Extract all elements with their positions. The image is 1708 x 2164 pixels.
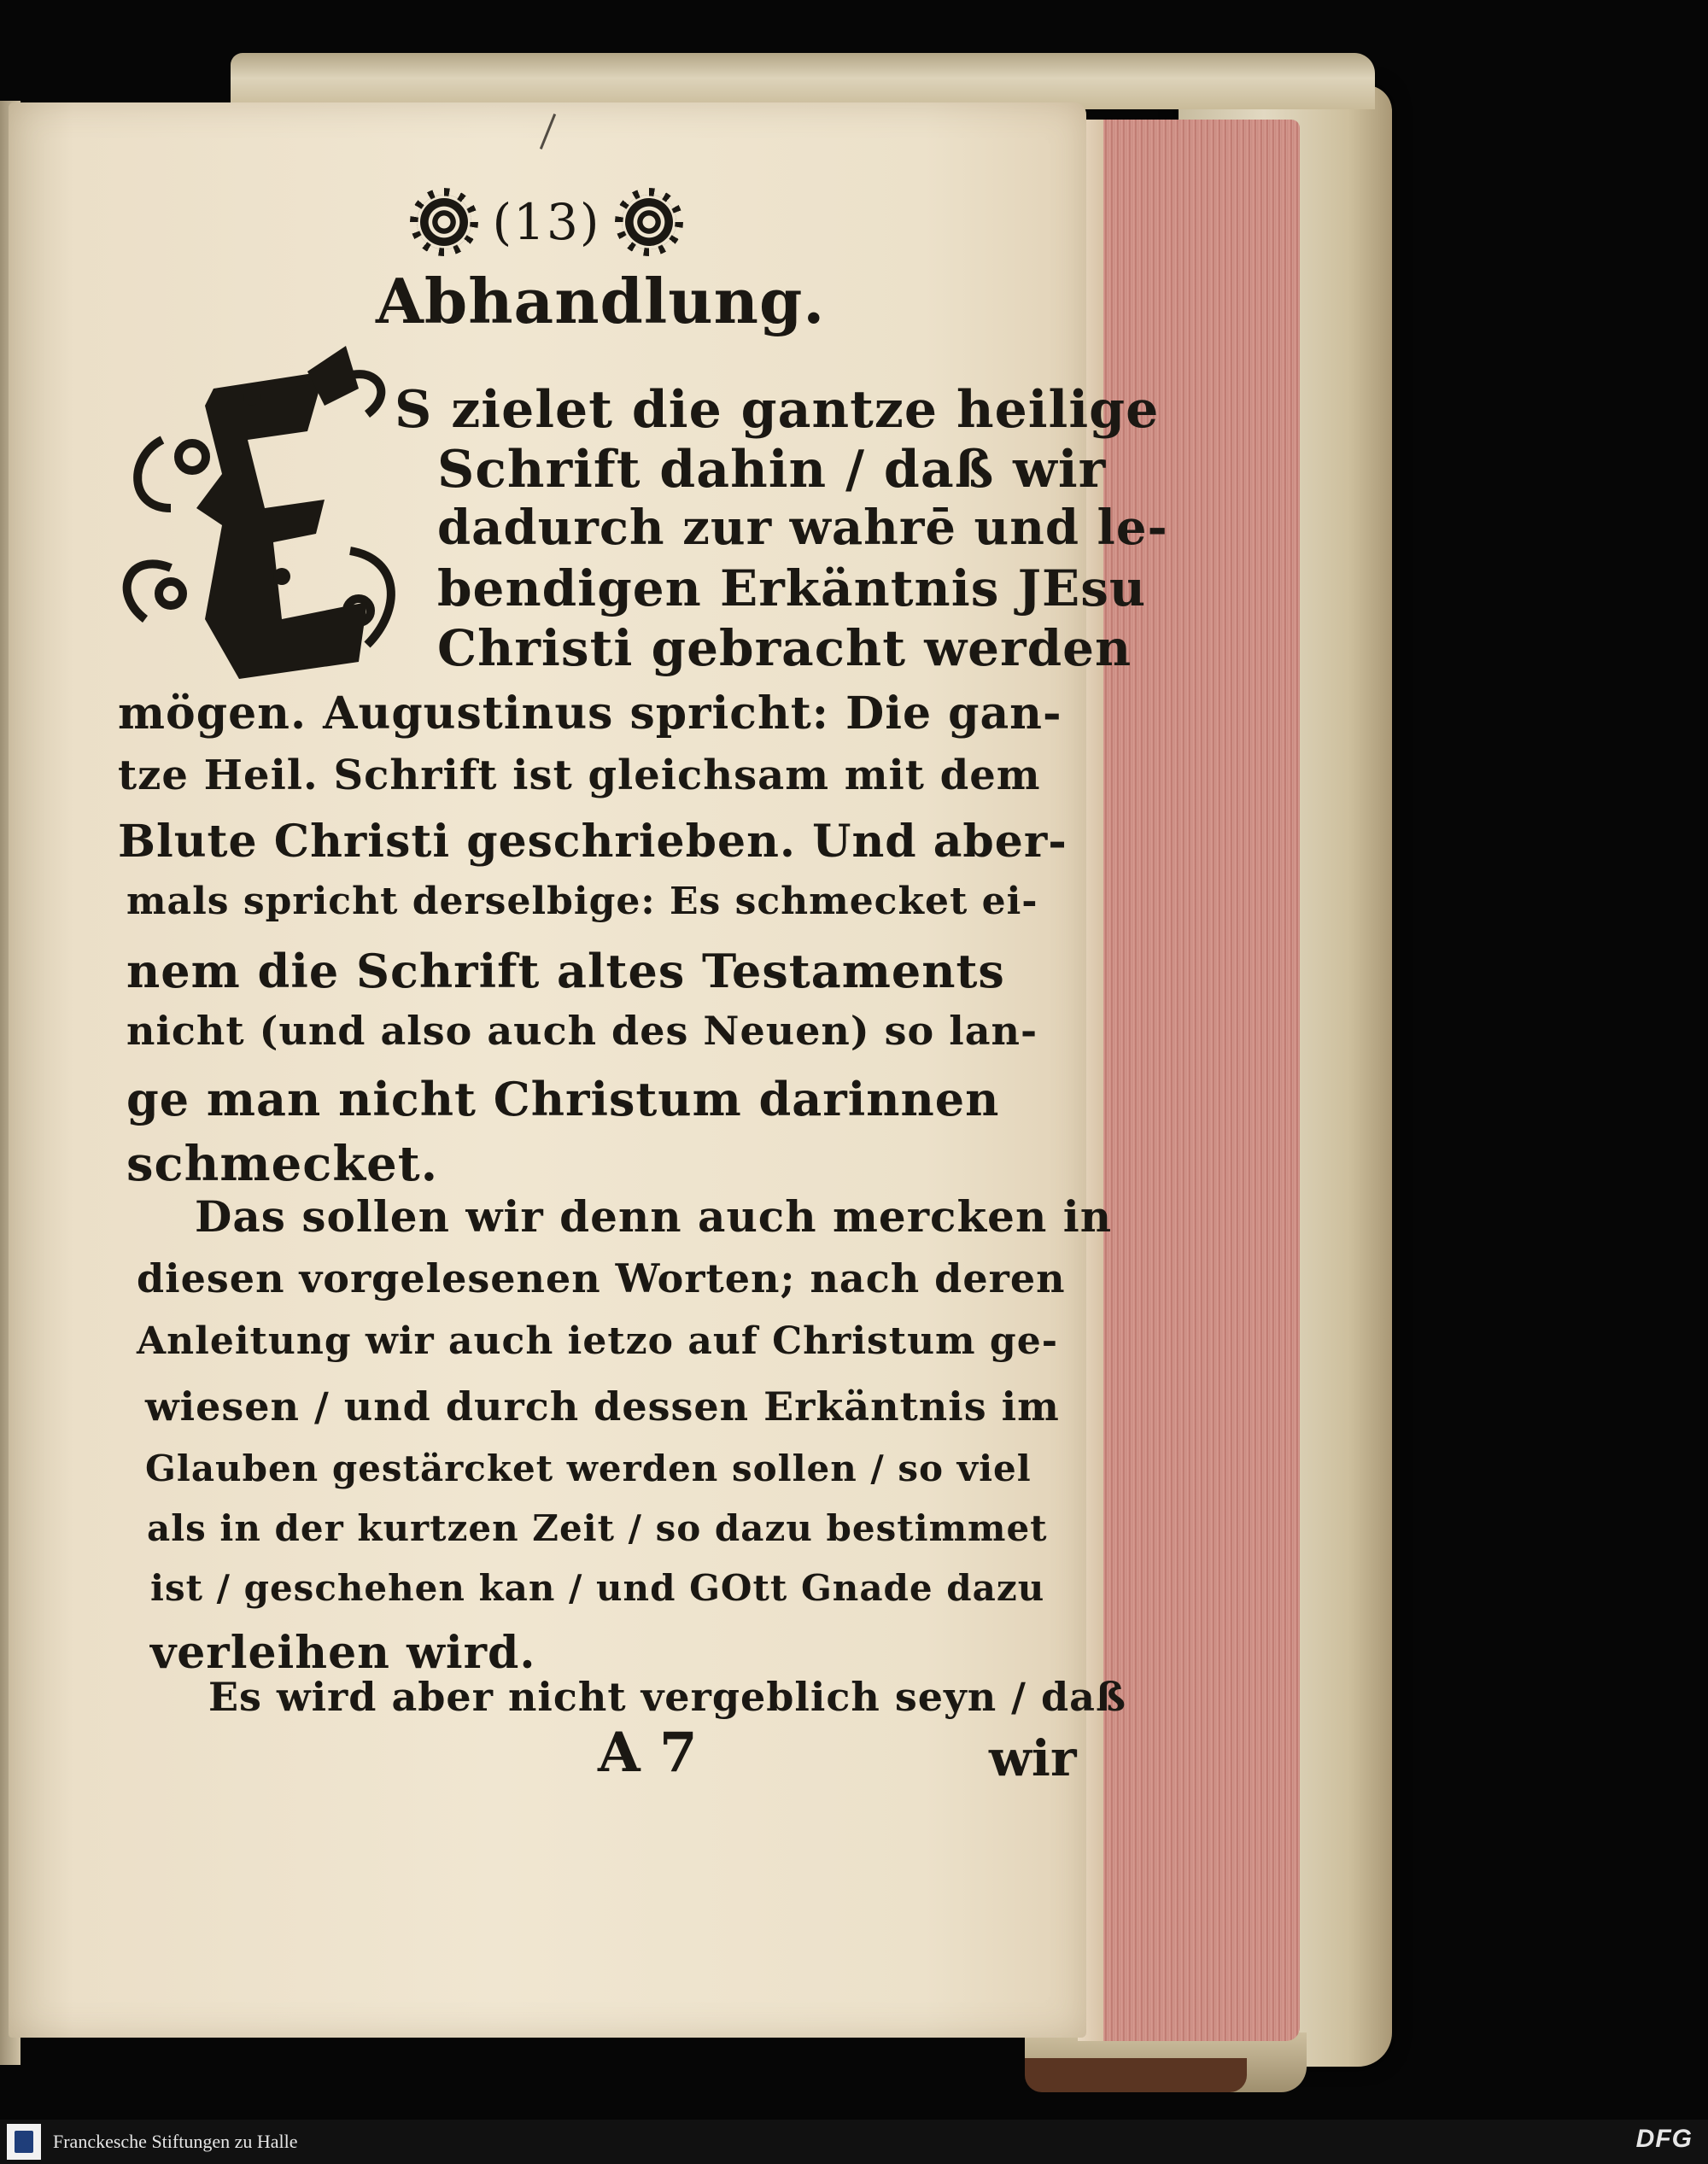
text-line: mögen. Augustinus spricht: Die gan- <box>118 687 1062 740</box>
page-number: (13) <box>492 193 601 251</box>
text-line: dadurch zur wahrē und le- <box>437 500 1168 556</box>
text-line: Glauben gestärcket werden sollen / so viel <box>145 1448 1032 1489</box>
signature-mark: A 7 <box>598 1721 698 1785</box>
text-line: als in der kurtzen Zeit / so dazu bestimmet <box>147 1507 1048 1549</box>
drop-initial-graphic <box>111 337 418 696</box>
text-line: wiesen / und durch dessen Erkäntnis im <box>145 1383 1060 1430</box>
text-line: Schrift dahin / daß wir <box>437 440 1107 500</box>
ornament-icon <box>417 195 471 249</box>
text-line: Es wird aber nicht vergeblich seyn / daß <box>208 1674 1126 1720</box>
section-title: Abhandlung. <box>376 265 826 337</box>
text-line: nem die Schrift altes Testaments <box>126 944 1005 998</box>
text-line: Das sollen wir denn auch mercken in <box>195 1191 1113 1242</box>
page-header <box>393 188 700 256</box>
text-line: schmecket. <box>126 1136 439 1192</box>
text-line: S zielet die gantze heilige <box>395 380 1160 440</box>
ornament-icon <box>622 195 676 249</box>
cover-bottom-shadow <box>1025 2058 1247 2092</box>
catchword: wir <box>989 1729 1077 1787</box>
text-line: verleihen wird. <box>150 1627 536 1679</box>
text-line: bendigen Erkäntnis JEsu <box>437 559 1147 617</box>
text-line: tze Heil. Schrift ist gleichsam mit dem <box>118 752 1041 799</box>
drop-initial <box>111 337 418 696</box>
text-line: ge man nicht Christum darinnen <box>126 1072 1000 1126</box>
text-line: nicht (und also auch des Neuen) so lan- <box>126 1008 1038 1054</box>
text-line: ist / geschehen kan / und GOtt Gnade dazu <box>150 1567 1045 1609</box>
footer-bar <box>0 2120 1708 2164</box>
vellum-cover-top <box>231 53 1375 109</box>
text-line: mals spricht derselbige: Es schmecket ei- <box>126 880 1038 923</box>
institution-logo-icon[interactable] <box>7 2124 41 2160</box>
dfg-logo[interactable]: DFG <box>1635 2125 1693 2153</box>
text-line: diesen vorgelesenen Worten; nach deren <box>137 1255 1066 1301</box>
institution-name[interactable]: Franckesche Stiftungen zu Halle <box>53 2131 298 2152</box>
text-line: Christi gebracht werden <box>437 619 1132 677</box>
text-line: Blute Christi geschrieben. Und aber- <box>118 816 1068 868</box>
text-line: Anleitung wir auch ietzo auf Christum ge- <box>137 1319 1058 1363</box>
